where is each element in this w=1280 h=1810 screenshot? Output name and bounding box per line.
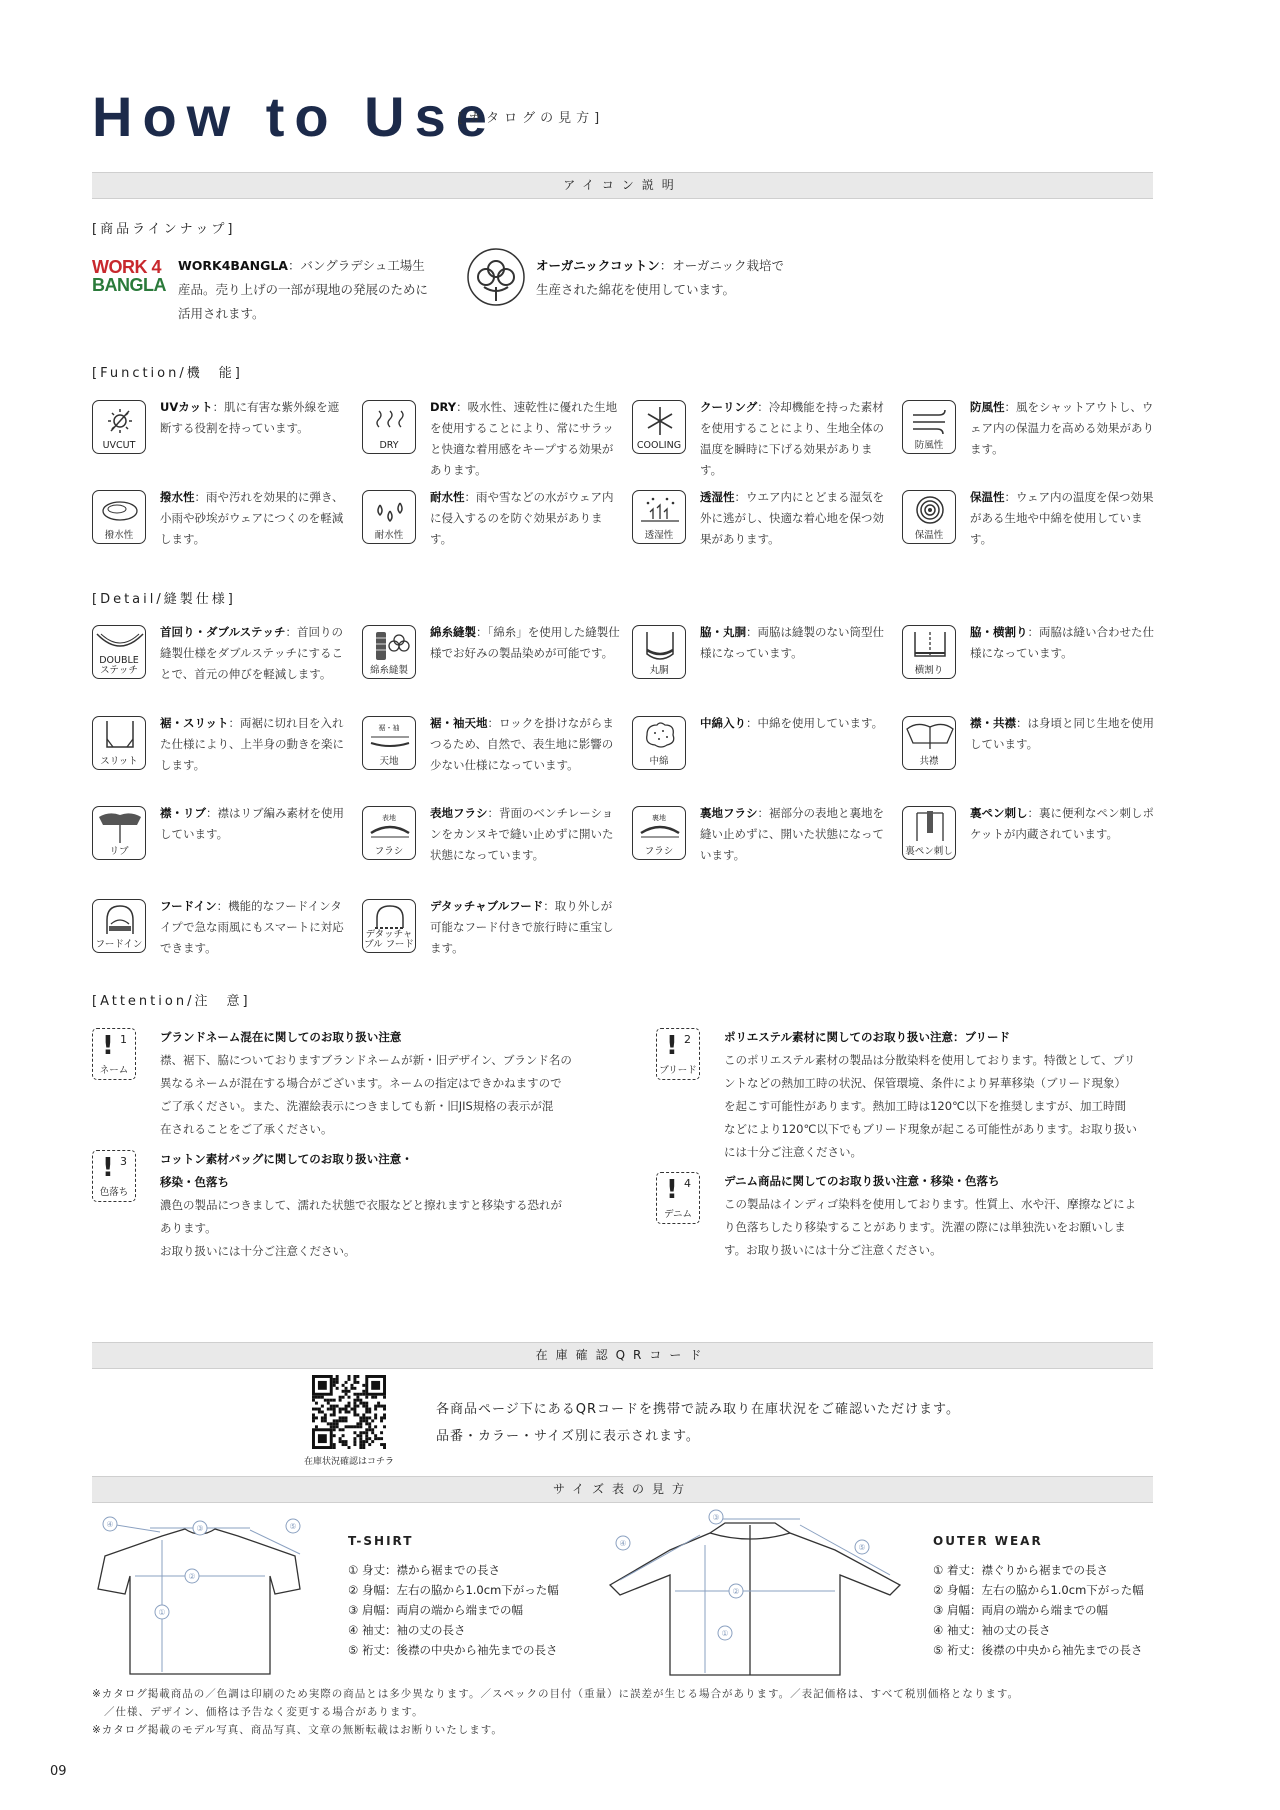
icon-label: フラシ <box>374 845 404 857</box>
logo-bottom: BANGLA <box>92 275 166 295</box>
desc-name: UVカット <box>160 400 213 414</box>
desc-name: クーリング <box>700 400 758 414</box>
desc-name: 撥水性 <box>160 490 195 504</box>
icon-label: 裏ペン刺し <box>905 845 953 857</box>
attention-icon-1 <box>92 1028 136 1080</box>
size-item: ② 身幅：左右の脇から1.0cm下がった幅 <box>348 1583 559 1597</box>
size-item: ① 着丈：襟ぐりから裾までの長さ <box>933 1563 1108 1577</box>
attention-text-3 <box>160 1148 562 1263</box>
desc-text: ：裾部分の表地と裏地を縫い止めずに、開いた状態になっています。 <box>700 806 884 862</box>
icon-label: 撥水性 <box>104 529 134 541</box>
icon-label: 共襟 <box>919 755 939 767</box>
desc-text: ：風をシャットアウトし、ウェア内の保温力を高める効果があります。 <box>970 400 1154 456</box>
function-desc-8 <box>970 487 1160 550</box>
size-item: ③ 肩幅：両肩の端から端までの幅 <box>933 1603 1108 1617</box>
tshirt-diagram <box>90 1514 340 1679</box>
detail-desc-13 <box>160 896 350 959</box>
desc-name: 綿糸縫製 <box>430 625 476 639</box>
function-desc-1 <box>160 397 350 439</box>
icon-label: 中綿 <box>649 755 669 767</box>
size-item: ⑤ 裄丈：後襟の中央から袖先までの長さ <box>348 1643 558 1657</box>
desc-text: ：ウエア内にとどまる湿気を外に逃がし、快適な着心地を保つ効果があります。 <box>700 490 884 546</box>
attention-line: この製品はインディゴ染料を使用しております。性質上、水や汗、摩擦などによ <box>724 1197 1137 1211</box>
desc-text: ：「綿糸」を使用した縫製仕様でお好みの製品染めが可能です。 <box>430 625 620 660</box>
svg-text:①: ① <box>158 1608 166 1617</box>
detail-icon-1 <box>92 625 146 679</box>
size-item: ② 身幅：左右の脇から1.0cm下がった幅 <box>933 1583 1144 1597</box>
detail-desc-10 <box>430 803 620 866</box>
desc-text: ：肌に有害な紫外線を遮断する役割を持っています。 <box>160 400 340 435</box>
function-desc-5 <box>160 487 350 550</box>
desc-name: DRY <box>430 400 457 414</box>
detail-desc-6 <box>430 713 620 776</box>
qr-line2: 品番・カラー・サイズ別に表示されます。 <box>436 1429 700 1444</box>
attention-line: す。お取り扱いには十分ご注意ください。 <box>724 1243 942 1257</box>
function-icon-2 <box>362 400 416 454</box>
desc-text: ：両裾に切れ目を入れた仕様により、上半身の動きを楽にします。 <box>160 716 344 772</box>
footnote-1: ※カタログ掲載商品の／色調は印刷のため実際の商品とは多少異なります。／スペックの目付（重量）に誤差が生じる場合があります。／表記価格は、すべて税別価格となります。 <box>92 1688 1020 1700</box>
attention-number: 2 <box>684 1033 691 1046</box>
icon-label: 天地 <box>379 755 399 767</box>
work4bangla-desc <box>178 254 433 326</box>
attention-line: ントなどの熱加工時の状況、保管環境、条件により昇華移染（ブリード現象） <box>724 1076 1127 1090</box>
attention-number: 1 <box>120 1033 127 1046</box>
detail-icon-14 <box>362 899 416 953</box>
function-icon-3 <box>632 400 686 454</box>
icon-sublabel: 裏地 <box>652 814 666 822</box>
desc-name: 裾・スリット <box>160 716 229 730</box>
desc-name: 表地フラシ <box>430 806 488 820</box>
function-icon-7 <box>632 490 686 544</box>
attention-icon-3 <box>92 1150 136 1202</box>
detail-desc-1 <box>160 622 350 685</box>
function-icon-6 <box>362 490 416 544</box>
desc-text: ：吸水性、速乾性に優れた生地を使用することにより、常にサラッと快適な着用感をキープする効果があります。 <box>430 400 618 477</box>
detail-icon-11 <box>632 806 686 860</box>
organic-desc <box>536 254 796 302</box>
icon-label: 綿糸縫製 <box>369 664 408 676</box>
attention-line: 在されることをご了承ください。 <box>160 1122 333 1136</box>
attention-line: には十分ご注意ください。 <box>724 1145 862 1159</box>
function-desc-7 <box>700 487 890 550</box>
qr-caption: 在庫状況確認はコチラ <box>303 1457 394 1467</box>
detail-icon-9 <box>92 806 146 860</box>
attention-icon-4 <box>656 1172 700 1224</box>
desc-text: ：中綿を使用しています。 <box>746 716 884 730</box>
desc-text: ：首回りの縫製仕様をダブルステッチにすることで、首元の伸びを軽減します。 <box>160 625 343 681</box>
icon-label: 透湿性 <box>644 529 674 541</box>
attention-label: ブリード <box>659 1065 697 1076</box>
function-icon-8 <box>902 490 956 544</box>
size-item: ③ 肩幅：両肩の端から端までの幅 <box>348 1603 523 1617</box>
icon-label: デタッチャブル フード <box>364 929 414 950</box>
icon-label: スリット <box>100 755 138 767</box>
desc-text: ：機能的なフードインタイプで急な雨風にもスマートに対応できます。 <box>160 899 344 955</box>
desc-name: 保温性 <box>970 490 1005 504</box>
desc-text: ：冷却機能を持った素材を使用することにより、生地全体の温度を瞬時に下げる効果があります。 <box>700 400 884 477</box>
function-desc-4 <box>970 397 1160 460</box>
detail-icon-6 <box>362 716 416 770</box>
svg-text:④: ④ <box>106 1520 114 1529</box>
qr-line1: 各商品ページ下にあるQRコードを携帯で読み取り在庫状況をご確認いただけます。 <box>436 1402 960 1417</box>
desc-text: ：雨や雪などの水がウェア内に侵入するのを防ぐ効果があります。 <box>430 490 614 546</box>
icon-sublabel: 表地 <box>382 814 396 822</box>
detail-icon-5 <box>92 716 146 770</box>
exclamation-icon: ! <box>666 1031 678 1061</box>
function-heading: [Function/機 能] <box>92 366 243 381</box>
attention-label: 色落ち <box>99 1187 129 1198</box>
attention-line: お取り扱いには十分ご注意ください。 <box>160 1244 356 1258</box>
detail-icon-2 <box>362 625 416 679</box>
desc-text: ：裏に便利なペン刺しポケットが内蔵されています。 <box>970 806 1154 841</box>
detail-icon-3 <box>632 625 686 679</box>
page-number: 09 <box>50 1764 67 1779</box>
attention-number: 4 <box>684 1177 691 1190</box>
detail-icon-8 <box>902 716 956 770</box>
desc-name: 中綿入り <box>700 716 746 730</box>
attention-title: ブランドネーム混在に関してのお取り扱い注意 <box>160 1030 402 1044</box>
function-icon-4 <box>902 400 956 454</box>
attention-line: 移染・色落ち <box>160 1175 229 1189</box>
exclamation-icon: ! <box>102 1153 114 1183</box>
attention-line: このポリエステル素材の製品は分散染料を使用しております。特徴として、プリ <box>724 1053 1136 1067</box>
attention-label: ネーム <box>99 1065 129 1076</box>
attention-heading: [Attention/注 意] <box>92 994 251 1009</box>
detail-desc-3 <box>700 622 890 664</box>
desc-name: 裏ペン刺し <box>970 806 1028 820</box>
icon-label: DRY <box>379 439 399 451</box>
desc-text: ：背面のベンチレーションをカンヌキで縫い止めずに開いた状態になっています。 <box>430 806 614 862</box>
attention-title: ポリエステル素材に関してのお取り扱い注意：ブリード <box>724 1030 1011 1044</box>
icon-label: リブ <box>109 845 129 857</box>
icon-label: 横割り <box>914 664 944 676</box>
icon-label: フラシ <box>644 845 674 857</box>
detail-desc-2 <box>430 622 620 664</box>
organic-name: オーガニックコットン <box>536 258 660 273</box>
attention-text-2 <box>724 1026 1137 1164</box>
icon-label: 保温性 <box>914 529 944 541</box>
tshirt-list <box>348 1560 559 1660</box>
outerwear-title: OUTER WEAR <box>933 1534 1043 1548</box>
svg-text:②: ② <box>732 1587 740 1596</box>
work4bangla-text: ：バングラデシュ工場生産品。売り上げの一部が現地の発展のために活用されます。 <box>178 258 429 321</box>
desc-name: 透湿性 <box>700 490 735 504</box>
desc-name: デタッチャブルフード <box>430 899 544 913</box>
detail-desc-5 <box>160 713 350 776</box>
desc-text: ：襟はリブ編み素材を使用しています。 <box>160 806 344 841</box>
function-icon-1 <box>92 400 146 454</box>
attention-line: を起こす可能性があります。熱加工時は120℃以下を推奨しますが、加工時間 <box>724 1099 1126 1113</box>
work4bangla-name: WORK4BANGLA <box>178 258 288 273</box>
detail-icon-10 <box>362 806 416 860</box>
attention-line: り色落ちしたり移染することがあります。洗濯の際には単独洗いをお願いしま <box>724 1220 1126 1234</box>
svg-text:③: ③ <box>196 1524 204 1533</box>
desc-text: ：両脇は縫い合わせた仕様になっています。 <box>970 625 1154 660</box>
desc-name: 耐水性 <box>430 490 465 504</box>
function-desc-3 <box>700 397 890 481</box>
desc-text: ：取り外しが可能なフード付きで旅行時に重宝します。 <box>430 899 614 955</box>
outerwear-diagram <box>590 1505 920 1680</box>
page-title: How to Use <box>92 85 497 148</box>
qr-code-icon[interactable] <box>312 1375 386 1449</box>
svg-text:①: ① <box>721 1629 729 1638</box>
icon-label: 丸胴 <box>649 664 669 676</box>
attention-number: 3 <box>120 1155 127 1168</box>
desc-name: 裏地フラシ <box>700 806 758 820</box>
function-desc-6 <box>430 487 620 550</box>
detail-desc-8 <box>970 713 1160 755</box>
desc-name: 脇・横割り <box>970 625 1028 639</box>
attention-line: あります。 <box>160 1221 217 1235</box>
svg-text:③: ③ <box>712 1513 720 1522</box>
attention-text-1 <box>160 1026 572 1141</box>
desc-text: ：ロックを掛けながらまつるため、自然で、表生地に影響の少ない仕様になっています。 <box>430 716 614 772</box>
icon-label: 防風性 <box>914 439 944 451</box>
attention-line: などにより120℃以下でもブリード現象が起こる可能性があります。お取り扱い <box>724 1122 1137 1136</box>
page-subtitle: [カタログの見方] <box>458 111 605 126</box>
icons-band: アイコン説明 <box>92 172 1153 199</box>
svg-text:④: ④ <box>619 1539 627 1548</box>
footnote-3: ※カタログ掲載のモデル写真、商品写真、文章の無断転載はお断りいたします。 <box>92 1724 503 1736</box>
size-item: ④ 袖丈：袖の丈の長さ <box>933 1623 1051 1637</box>
icon-label: UVCUT <box>102 439 136 451</box>
work4bangla-logo <box>92 258 164 294</box>
svg-text:⑤: ⑤ <box>289 1522 297 1531</box>
desc-text: ：両脇は縫製のない筒型仕様になっています。 <box>700 625 884 660</box>
detail-heading: [Detail/縫製仕様] <box>92 592 236 607</box>
outerwear-list <box>933 1560 1144 1660</box>
organic-text: ：オーガニック栽培で生産された綿花を使用しています。 <box>536 258 785 297</box>
icon-label: フードイン <box>95 938 143 950</box>
svg-text:⑤: ⑤ <box>858 1543 866 1552</box>
lineup-heading: [商品ラインナップ] <box>92 222 236 237</box>
attention-title: コットン素材バッグに関してのお取り扱い注意・ <box>160 1152 413 1166</box>
footnote-2: ／仕様、デザイン、価格は予告なく変更する場合があります。 <box>104 1706 424 1718</box>
logo-top: WORK 4 <box>92 257 161 277</box>
size-item: ① 身丈：襟から裾までの長さ <box>348 1563 500 1577</box>
detail-icon-13 <box>92 899 146 953</box>
tshirt-title: T-SHIRT <box>348 1534 414 1548</box>
icon-label: DOUBLE ステッチ <box>99 655 139 676</box>
desc-name: 首回り・ダブルステッチ <box>160 625 286 639</box>
exclamation-icon: ! <box>666 1175 678 1205</box>
detail-desc-12 <box>970 803 1160 845</box>
detail-desc-4 <box>970 622 1160 664</box>
size-item: ⑤ 裄丈：後襟の中央から袖先までの長さ <box>933 1643 1143 1657</box>
exclamation-icon: ! <box>102 1031 114 1061</box>
desc-text: ：雨や汚れを効果的に弾き、小雨や砂埃がウェアにつくのを軽減します。 <box>160 490 344 546</box>
detail-desc-9 <box>160 803 350 845</box>
icon-label: COOLING <box>636 439 682 451</box>
desc-text: ：は身頃と同じ生地を使用しています。 <box>970 716 1154 751</box>
detail-desc-11 <box>700 803 890 866</box>
cotton-icon <box>466 247 526 307</box>
attention-icon-2 <box>656 1028 700 1080</box>
desc-name: 襟・共襟 <box>970 716 1016 730</box>
attention-title: デニム商品に関してのお取り扱い注意・移染・色落ち <box>724 1174 1000 1188</box>
detail-icon-12 <box>902 806 956 860</box>
desc-name: 防風性 <box>970 400 1005 414</box>
attention-line: 異なるネームが混在する場合がございます。ネームの指定はできかねますので <box>160 1076 562 1090</box>
attention-text-4 <box>724 1170 1136 1262</box>
desc-name: 脇・丸胴 <box>700 625 746 639</box>
detail-desc-7 <box>700 713 890 734</box>
qr-band: 在庫確認QRコード <box>92 1342 1153 1369</box>
desc-name: フードイン <box>160 899 217 913</box>
desc-text: ：ウェア内の温度を保つ効果がある生地や中綿を使用しています。 <box>970 490 1154 546</box>
attention-line: 濃色の製品につきまして、濡れた状態で衣服などと擦れますと移染する恐れが <box>160 1198 563 1212</box>
desc-name: 襟・リブ <box>160 806 206 820</box>
detail-icon-4 <box>902 625 956 679</box>
attention-line: ご了承ください。また、洗濯絵表示につきましても新・旧JIS規格の表示が混 <box>160 1099 554 1113</box>
attention-label: デニム <box>663 1209 693 1220</box>
size-band: サイズ表の見方 <box>92 1476 1153 1503</box>
function-icon-5 <box>92 490 146 544</box>
icon-label: 耐水性 <box>374 529 404 541</box>
function-desc-2 <box>430 397 620 481</box>
desc-name: 裾・袖天地 <box>430 716 488 730</box>
detail-desc-14 <box>430 896 620 959</box>
icon-sublabel: 裾・袖 <box>378 724 400 732</box>
size-item: ④ 袖丈：袖の丈の長さ <box>348 1623 466 1637</box>
attention-line: 襟、裾下、脇についておりますブランドネームが新・旧デザイン、ブランド名の <box>160 1053 572 1067</box>
detail-icon-7 <box>632 716 686 770</box>
svg-text:②: ② <box>188 1572 196 1581</box>
